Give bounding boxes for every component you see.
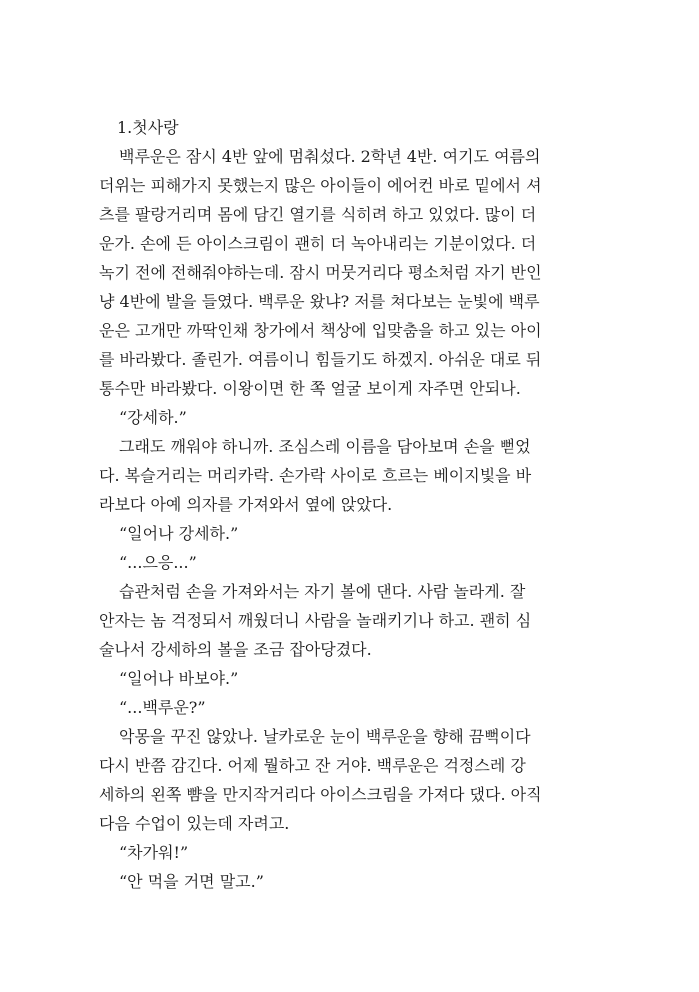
text-line: “...으응...” [119,553,197,572]
text-line: 녹기 전에 전해줘야하는데. 잠시 머뭇거리다 평소처럼 자기 반인 [99,263,542,282]
text-line: “안 먹을 거면 말고.” [119,872,264,891]
text-line: 세하의 왼쪽 뺨을 만지작거리다 아이스크림을 가져다 댔다. 아직 [99,785,542,804]
text-line: 술나서 강세하의 볼을 조금 잡아당겼다. [99,640,372,659]
text-line: 통수만 바라봤다. 이왕이면 한 쪽 얼굴 보이게 자주면 안되나. [99,379,521,398]
text-line: “강세하.” [119,408,187,427]
text-line: 더위는 피해가지 못했는지 많은 아이들이 에어컨 바로 밑에서 셔 [99,176,542,195]
text-line: “일어나 강세하.” [119,524,239,543]
text-line: 그래도 깨워야 하니까. 조심스레 이름을 담아보며 손을 뻗었 [119,437,531,456]
text-line: 다. 복슬거리는 머리카락. 손가락 사이로 흐르는 베이지빛을 바 [99,466,532,485]
text-line: 라보다 아예 의자를 가져와서 옆에 앉았다. [99,495,393,514]
story-text [99,113,604,896]
text-line: 백루운은 잠시 4반 앞에 멈춰섰다. 2학년 4반. 여기도 여름의 [119,147,541,166]
text-line: 다음 수업이 있는데 자려고. [99,814,290,833]
text-line: 다시 반쯤 감긴다. 어제 뭘하고 잔 거야. 백루운은 걱정스레 강 [99,756,526,775]
chapter-heading: 1.첫사랑 [117,118,179,137]
text-line: “...백루운?” [119,698,206,717]
text-line: “차가워!” [119,843,189,862]
text-line: 를 바라봤다. 졸린가. 여름이니 힘들기도 하겠지. 아쉬운 대로 뒤 [99,350,542,369]
text-line: 츠를 팔랑거리며 몸에 담긴 열기를 식히려 하고 있었다. 많이 더 [99,205,537,224]
text-line: 안자는 놈 걱정되서 깨웠더니 사람을 놀래키기나 하고. 괜히 심 [99,611,532,630]
text-line: 악몽을 꾸진 않았나. 날카로운 눈이 백루운을 향해 끔뻑이다 [119,727,531,746]
text-line: “일어나 바보야.” [119,669,239,688]
text-line: 운은 고개만 까딱인채 창가에서 책상에 입맞춤을 하고 있는 아이 [99,321,542,340]
text-line: 습관처럼 손을 가져와서는 자기 볼에 댄다. 사람 놀라게. 잘 [119,582,526,601]
text-line: 냥 4반에 발을 들였다. 백루운 왔냐? 저를 쳐다보는 눈빛에 백루 [99,292,540,311]
text-line: 운가. 손에 든 아이스크림이 괜히 더 녹아내리는 기분이었다. 더 [99,234,537,253]
